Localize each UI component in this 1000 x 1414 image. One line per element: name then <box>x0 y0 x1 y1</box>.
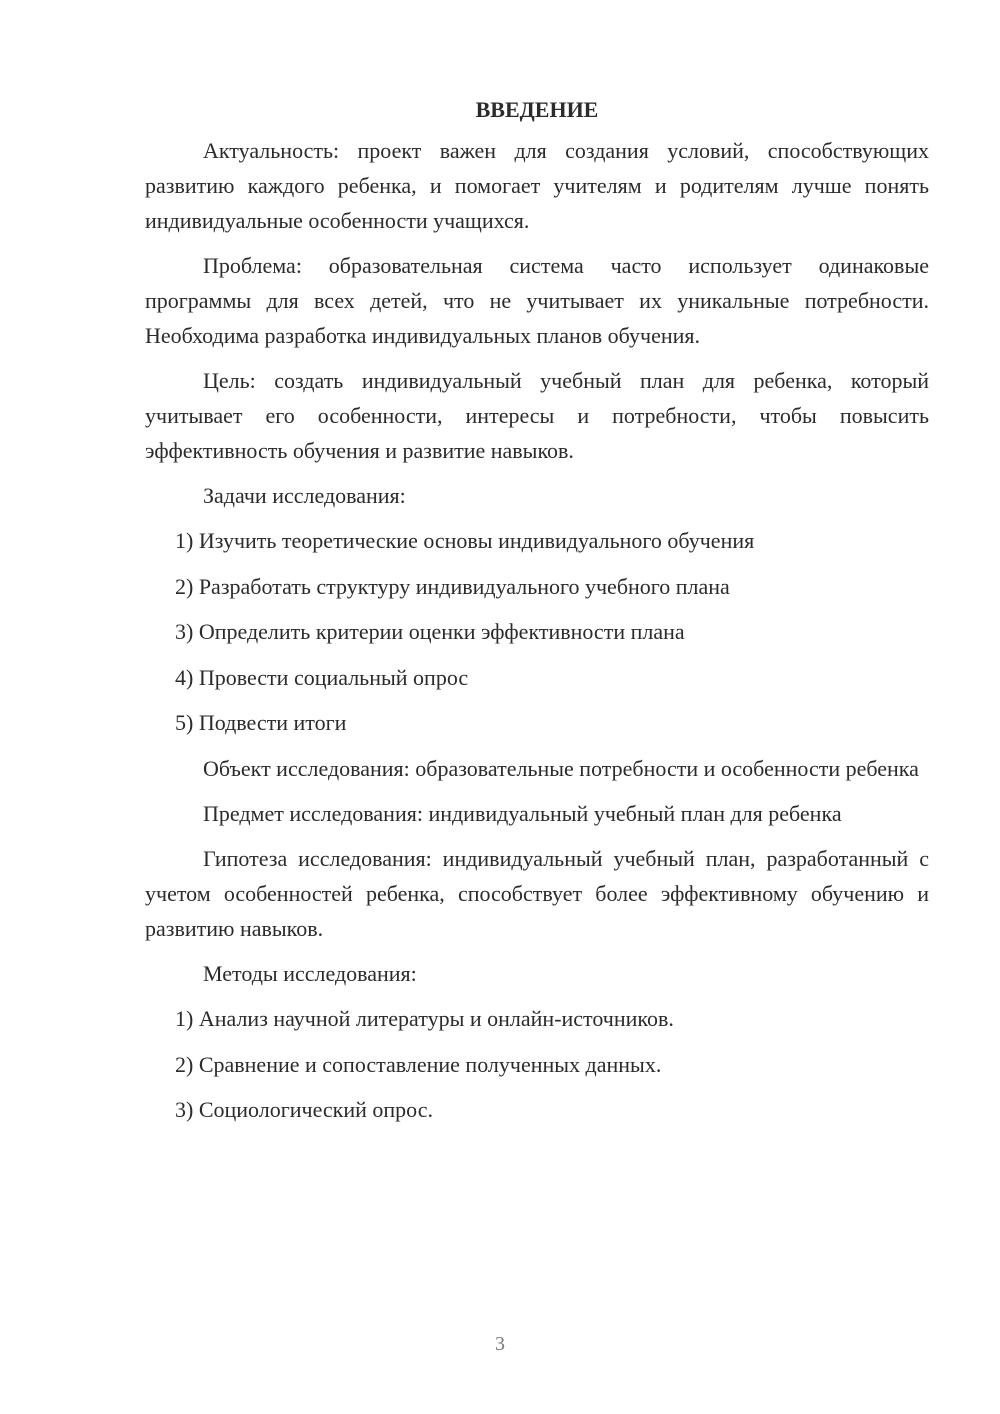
section-title: ВВЕДЕНИЕ <box>475 97 599 122</box>
page-number: 3 <box>495 1333 505 1355</box>
task-item: 4) Провести социальный опрос <box>175 664 469 690</box>
task-item: 2) Разработать структуру индивидуального учебного плана <box>175 573 730 599</box>
goal-paragraph: Цель: создать индивидуальный учебный план для ребенка, который учитывает его особенности, интересы и потребности, чтобы повысить эффективность обучения и развитие навыков. <box>145 368 929 463</box>
method-item: 3) Социологический опрос. <box>175 1097 433 1123</box>
subject-paragraph: Предмет исследования: индивидуальный учебный план для ребенка <box>203 800 842 826</box>
method-item: 1) Анализ научной литературы и онлайн-источников. <box>175 1005 674 1031</box>
method-item: 2) Сравнение и сопоставление полученных данных. <box>175 1051 662 1077</box>
task-item: 1) Изучить теоретические основы индивидуального обучения <box>175 528 755 553</box>
relevance-paragraph: Актуальность: проект важен для создания условий, способствующих развитию каждого ребенка, и помогает учителям и родителям лучше понять индивидуальные особенности учащихся. <box>145 138 929 233</box>
task-item: 5) Подвести итоги <box>175 710 347 736</box>
tasks-heading: Задачи исследования: <box>203 483 406 508</box>
page-content <box>145 95 929 1138</box>
hypothesis-paragraph: Гипотеза исследования: индивидуальный учебный план, разработанный с учетом особенностей ребенка, способствует более эффективному обучению и развитию навыков. <box>145 845 929 941</box>
tasks-list <box>145 523 929 740</box>
problem-paragraph: Проблема: образовательная система часто использует одинаковые программы для всех детей, что не учитывает их уникальные потребности. Необходима разработка индивидуальных планов обучения. <box>145 253 929 348</box>
methods-heading: Методы исследования: <box>203 960 417 986</box>
object-paragraph: Объект исследования: образовательные потребности и особенности ребенка <box>203 755 919 781</box>
methods-list <box>145 1001 929 1127</box>
task-item: 3) Определить критерии оценки эффективности плана <box>175 619 685 645</box>
